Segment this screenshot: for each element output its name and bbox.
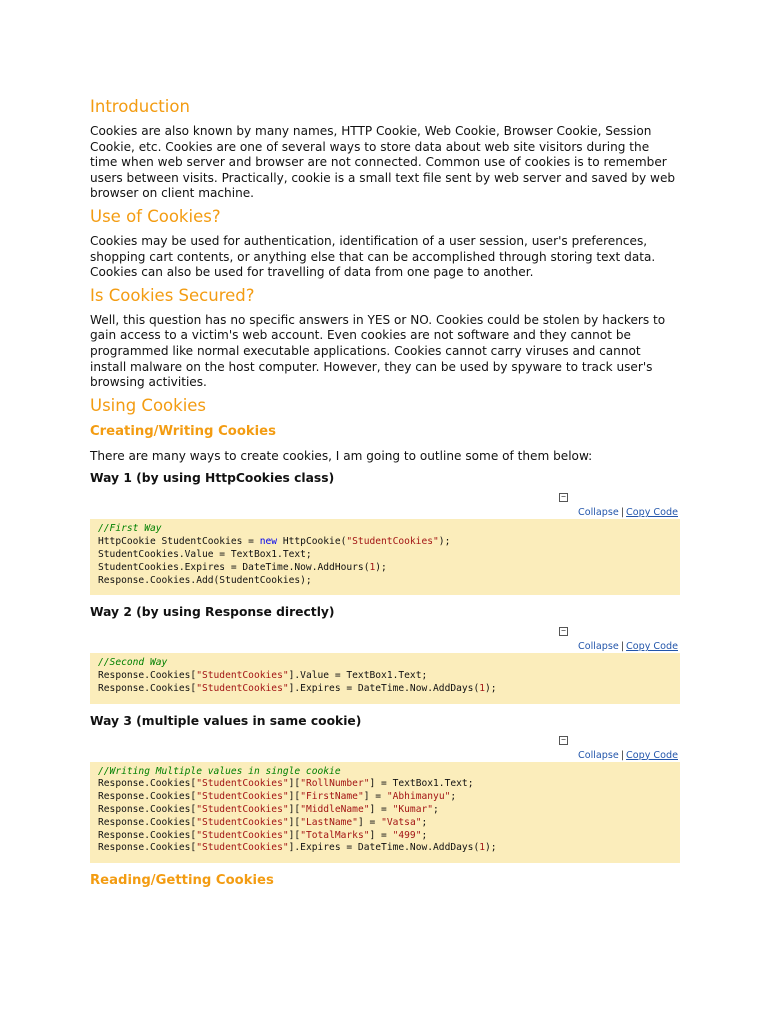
code-token: Response.Cookies[ [98, 682, 197, 694]
code-token: "FirstName" [300, 791, 364, 803]
paragraph-use-of-cookies: Cookies may be used for authentication, identification of a user session, user's preferences, shopping cart contents, or anything else that can be accomplished through storing text data. Cookies can also be used for travelling of data from one page to another. [90, 233, 656, 280]
way-1-title: Way 1 (by using HttpCookies class) [90, 471, 335, 486]
code-token: Response.Cookies.Add(StudentCookies); [98, 574, 312, 586]
code-token: ][ [288, 829, 301, 841]
code-line [98, 778, 672, 791]
code-line [98, 670, 672, 683]
code-token: "StudentCookies" [196, 670, 289, 682]
paragraph-introduction: Cookies are also known by many names, HTTP Cookie, Web Cookie, Browser Cookie, Session Cookie, etc. Cookies are one of several ways to store data about web site visitors during the time when web server and browser are not connected. Common use of cookies is to remember users between visits. Practically, cookie is a small text file sent by web server and saved by web browser on client machine. [90, 124, 676, 201]
code-token: ; [421, 829, 428, 841]
code-line [98, 575, 672, 588]
code-token: Response.Cookies[ [98, 804, 197, 816]
code-token: ); [438, 536, 451, 548]
code-toolbar-1 [90, 491, 680, 519]
code-line [98, 830, 672, 843]
code-token: StudentCookies.Value = TextBox1.Text; [98, 548, 312, 560]
collapse-link[interactable]: Collapse [578, 749, 619, 761]
code-line [98, 562, 672, 575]
code-token: ] = [363, 791, 387, 803]
code-token: 1 [479, 842, 486, 854]
code-token: Response.Cookies[ [98, 778, 197, 790]
code-toolbar-3 [90, 734, 680, 762]
code-line [98, 804, 672, 817]
code-token: //Second Way [98, 657, 168, 669]
code-token: "StudentCookies" [196, 682, 289, 694]
collapse-link[interactable]: Collapse [578, 641, 619, 653]
paragraph-creating-intro: There are many ways to create cookies, I am going to outline some of them below: [90, 448, 593, 463]
code-token: ); [485, 842, 497, 854]
code-toolbar-2 [90, 625, 680, 653]
collapse-toggle-icon[interactable]: − [559, 493, 568, 502]
heading-is-cookies-secured: Is Cookies Secured? [90, 285, 255, 305]
code-token: Response.Cookies[ [98, 791, 197, 803]
code-token: Response.Cookies[ [98, 670, 197, 682]
code-token: ][ [288, 804, 301, 816]
toolbar-separator: | [620, 749, 625, 761]
code-token: new [259, 536, 278, 548]
code-block-way-3 [90, 762, 680, 864]
code-token: ] = [369, 829, 393, 841]
code-line [98, 536, 672, 549]
heading-creating-cookies: Creating/Writing Cookies [90, 423, 276, 439]
code-token: Response.Cookies[ [98, 842, 197, 854]
code-block-way-1 [90, 519, 680, 595]
code-token: ].Expires = DateTime.Now.AddDays( [288, 682, 480, 694]
toolbar-separator: | [620, 641, 625, 653]
copy-code-link[interactable]: Copy Code [626, 749, 678, 761]
way-3-title: Way 3 (multiple values in same cookie) [90, 713, 362, 728]
code-token: ; [433, 804, 439, 816]
code-token: 1 [479, 682, 486, 694]
code-line [98, 523, 672, 536]
code-token: ].Value = TextBox1.Text; [288, 670, 428, 682]
code-token: HttpCookie( [277, 536, 347, 548]
code-token: ][ [288, 791, 301, 803]
code-token: ][ [288, 816, 301, 828]
code-token: "StudentCookies" [196, 804, 289, 816]
code-token: HttpCookie StudentCookies = [98, 536, 260, 548]
collapse-toggle-icon[interactable]: − [559, 627, 568, 636]
code-token: ); [375, 561, 387, 573]
copy-code-link[interactable]: Copy Code [626, 507, 678, 519]
code-token: StudentCookies.Expires = DateTime.Now.AddHours( [98, 561, 370, 573]
code-token: ] = TextBox1.Text; [369, 778, 474, 790]
code-token: "Abhimanyu" [386, 791, 451, 803]
code-token: 1 [369, 561, 376, 573]
code-token: Response.Cookies[ [98, 816, 197, 828]
code-token: ][ [288, 778, 301, 790]
code-token: ] = [357, 816, 382, 828]
code-token: ; [450, 791, 457, 803]
code-token: "Kumar" [392, 804, 434, 816]
heading-using-cookies: Using Cookies [90, 395, 207, 415]
code-token: "StudentCookies" [196, 778, 289, 790]
code-token: "StudentCookies" [196, 842, 289, 854]
code-token: "StudentCookies" [196, 829, 289, 841]
heading-introduction: Introduction [90, 97, 190, 116]
code-token: "RollNumber" [300, 778, 370, 790]
code-line [98, 766, 672, 779]
code-token: ); [485, 682, 497, 694]
code-line [98, 683, 672, 696]
heading-use-of-cookies: Use of Cookies? [90, 206, 221, 226]
code-token: "Vatsa" [381, 816, 422, 828]
code-token: ; [421, 816, 428, 828]
code-token: "StudentCookies" [196, 816, 289, 828]
code-line [98, 657, 672, 670]
code-token: ] = [369, 804, 393, 816]
code-line [98, 549, 672, 562]
way-2-title: Way 2 (by using Response directly) [90, 605, 335, 620]
code-token: "499" [392, 829, 422, 841]
code-token: "MiddleName" [300, 804, 370, 816]
toolbar-separator: | [620, 507, 625, 519]
code-token: //Writing Multiple values in single cookie [98, 765, 341, 777]
copy-code-link[interactable]: Copy Code [626, 641, 678, 653]
code-token: "LastName" [300, 816, 358, 828]
code-line [98, 791, 672, 804]
code-line [98, 817, 672, 830]
collapse-toggle-icon[interactable]: − [559, 736, 568, 745]
code-token: "StudentCookies" [346, 536, 439, 548]
heading-reading-cookies: Reading/Getting Cookies [90, 873, 274, 889]
code-line [98, 842, 672, 855]
code-token: "StudentCookies" [196, 791, 289, 803]
code-token: //First Way [98, 523, 162, 535]
article [90, 96, 680, 898]
paragraph-is-cookies-secured: Well, this question has no specific answers in YES or NO. Cookies could be stolen by hackers to gain access to a victim's web account. Even cookies are not software and they cannot be programmed like normal executable applications. Cookies cannot carry viruses and cannot install malware on the host computer. However, they can be used by spyware to track user's browsing activities. [90, 312, 666, 390]
collapse-link[interactable]: Collapse [578, 507, 619, 519]
code-token: "TotalMarks" [300, 829, 370, 841]
code-token: Response.Cookies[ [98, 829, 197, 841]
code-block-way-2 [90, 653, 680, 703]
code-token: ].Expires = DateTime.Now.AddDays( [288, 842, 480, 854]
